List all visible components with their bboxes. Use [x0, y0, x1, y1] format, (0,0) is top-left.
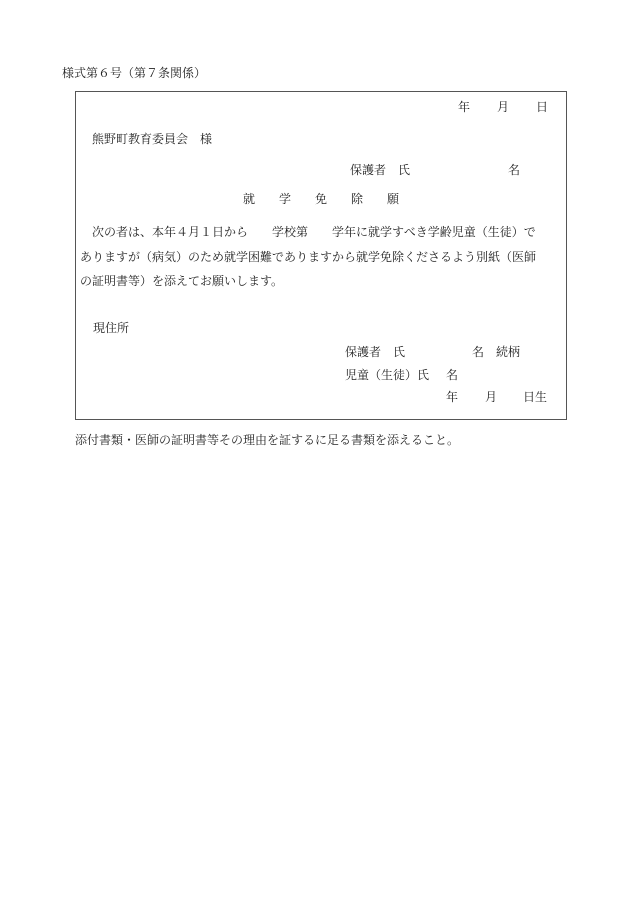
form-number: 様式第６号（第７条関係） [62, 66, 207, 80]
guardian-name-suffix: 名 [508, 163, 521, 177]
date-month: 月 [497, 100, 510, 114]
address-label: 現住所 [93, 321, 130, 335]
body-line-1: 次の者は、本年４月１日から 学校第 学年に就学すべき学齢児童（生徒）で [92, 225, 536, 239]
document-title: 就 学 免 除 願 [243, 192, 400, 206]
date-year: 年 [458, 100, 471, 114]
relation-label: 続柄 [496, 345, 521, 359]
birth-day: 日生 [523, 390, 548, 404]
birth-year: 年 [446, 390, 459, 404]
body-line-3: の証明書等）を添えてお願いします。 [80, 274, 284, 288]
guardian-label: 保護者 氏 [350, 163, 411, 177]
guardian2-label: 保護者 氏 [345, 345, 406, 359]
child-label: 児童（生徒）氏 [345, 368, 430, 382]
body-line-2: ありますが（病気）のため就学困難でありますから就学免除くださるよう別紙（医師 [80, 250, 537, 264]
child-name-suffix: 名 [446, 368, 459, 382]
footnote: 添付書類・医師の証明書等その理由を証するに足る書類を添えること。 [75, 433, 460, 447]
addressee: 熊野町教育委員会 様 [92, 132, 213, 146]
birth-month: 月 [485, 390, 498, 404]
date-day: 日 [536, 100, 549, 114]
guardian2-name-suffix: 名 [472, 345, 485, 359]
